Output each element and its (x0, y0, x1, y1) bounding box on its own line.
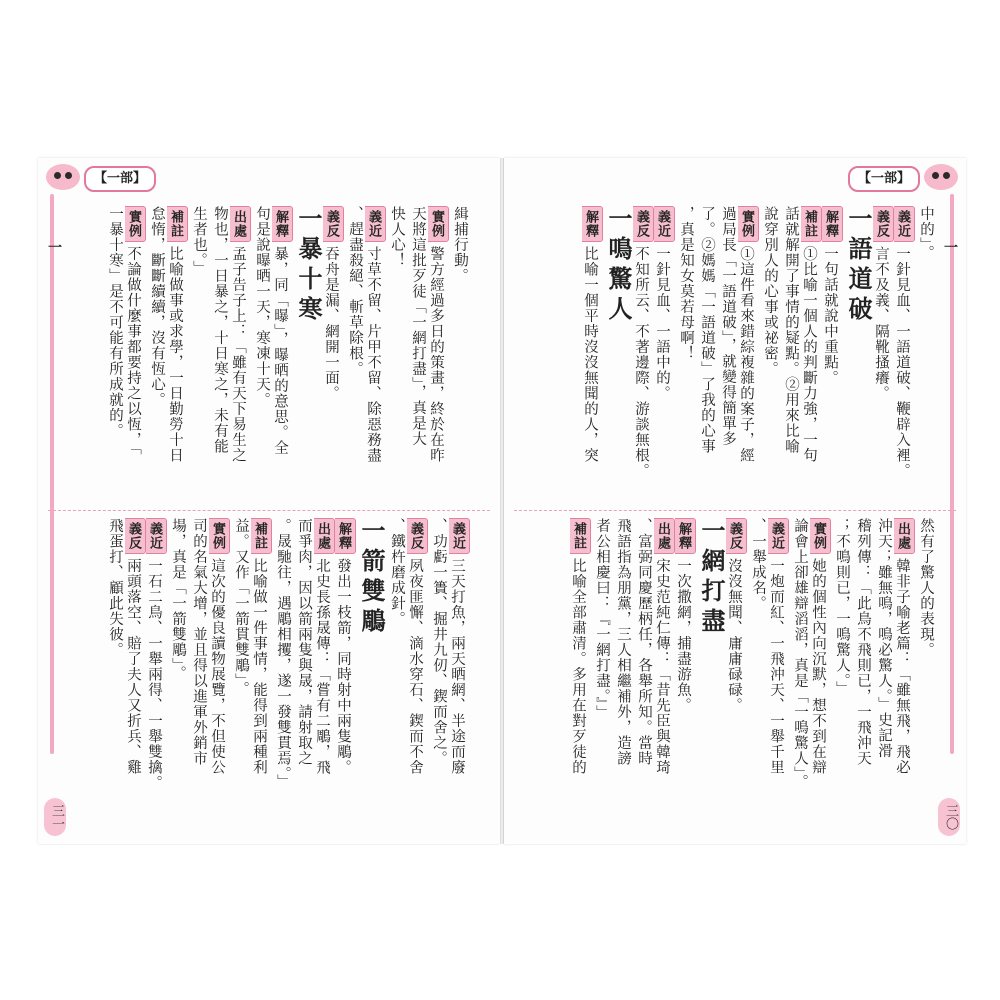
text-line (675, 206, 696, 536)
text-line (780, 206, 801, 536)
idiom-title: 一鳴驚人 (604, 206, 633, 326)
line-text: 夙夜匪懈、滴水穿石、鍥而不舍 (407, 558, 423, 775)
entry-label-badge: 義反 (125, 518, 146, 554)
entry-label-badge: 解釋 (822, 206, 843, 242)
text-line (428, 518, 449, 844)
page-number: 三〇 (938, 798, 960, 836)
line-text: 孟子告子上：「雖有天下易生之 (230, 246, 246, 463)
line-text: 北史長孫晟傳：「嘗有二鵰，飛 (314, 558, 330, 775)
text-line (167, 206, 188, 536)
text-line (167, 518, 188, 844)
text-line (894, 206, 915, 536)
line-text: 者公相慶曰：『一網打盡。』」 (594, 518, 610, 721)
text-line (873, 518, 894, 844)
line-text: 比喻一個平時沒沒無聞的人，突 (582, 246, 598, 463)
text-line (335, 518, 356, 844)
text-line (407, 518, 428, 844)
left-page (38, 158, 500, 844)
line-text: 一暴十寒」是不可能有所成就的。 (107, 206, 123, 439)
entry-label-badge: 補註 (801, 206, 822, 242)
entry-label-badge: 補註 (570, 518, 591, 554)
entry-label-badge: 補註 (251, 518, 272, 554)
text-line (915, 206, 936, 536)
entry-label-badge: 義反 (407, 518, 428, 554)
line-text: 這次的優良讀物展覽，不但使公 (209, 558, 225, 775)
bottom-half (38, 518, 500, 844)
line-text: 天將這批歹徒「一網打盡」，真是大 (410, 206, 426, 447)
text-line (738, 206, 759, 536)
idiom-heading (356, 518, 386, 844)
line-text: 沒沒無聞、庸庸碌碌。 (726, 558, 742, 713)
line-text: 、一舉成名。 (750, 518, 766, 611)
line-text: 一石二鳥、一舉兩得、一舉雙擒。 (146, 558, 162, 791)
entry-label-badge: 義反 (633, 206, 654, 242)
text-line (717, 206, 738, 536)
line-text: 論會上卻雄辯滔滔，真是「一鳴驚人」。 (792, 518, 808, 790)
text-line (386, 518, 407, 844)
entry-label-badge: 解釋 (675, 518, 696, 554)
text-line (801, 206, 822, 536)
text-line (125, 518, 146, 844)
header-tab: 【一部】 (848, 166, 920, 192)
top-half (38, 206, 500, 536)
line-text: 益。又作「一箭貫雙鵰」。 (233, 518, 249, 697)
text-line (852, 518, 873, 844)
text-line (251, 518, 272, 844)
line-text: 司的名氣大增，並且得以進軍外銷市 (191, 518, 207, 766)
entry-label-badge: 義近 (894, 206, 915, 242)
text-line (747, 518, 768, 844)
top-half (504, 206, 966, 536)
entry-label-badge: 義近 (146, 518, 167, 554)
entry-label-badge: 解釋 (582, 206, 603, 242)
line-text: 、功虧一簣、掘井九仞、鍥而舍之。 (431, 518, 447, 766)
entry-label-badge: 出處 (314, 518, 335, 554)
page-number: 三一 (44, 798, 66, 836)
text-line (612, 518, 633, 844)
text-line (873, 206, 894, 536)
text-line (272, 518, 293, 844)
entry-label-badge: 義反 (873, 206, 894, 242)
line-text: 沖天；雖無鳴，鳴必驚人。」史記滑 (876, 518, 892, 759)
idiom-heading (843, 206, 873, 536)
line-text: 、富弼同慶歷柄任，各舉所知。當時 (636, 518, 652, 766)
line-text: 物也，一日暴之，十日寒之，未有能 (212, 206, 228, 454)
line-text: 話就解開了事情的疑點。②用來比喻 (783, 206, 799, 454)
entry-label-badge: 義近 (449, 518, 470, 554)
text-line (675, 518, 696, 844)
text-line (314, 518, 335, 844)
line-text: 過局長「一語道破」，就變得簡單多 (720, 206, 736, 447)
line-text: 比喻做事或求學，一日勤勞十日 (167, 246, 183, 463)
entry-label-badge: 實例 (428, 206, 449, 242)
text-line (386, 206, 407, 536)
entry-label-badge: 解釋 (335, 518, 356, 554)
line-text: 場，真是「一箭雙鵰」。 (170, 518, 186, 682)
text-line (915, 518, 936, 844)
line-text: 生者也。」 (191, 206, 207, 277)
line-text: 說穿別人的心事或祕密。 (762, 206, 778, 377)
line-text: 暴，同「曝」，曝晒的意思。全 (272, 246, 288, 456)
text-line (831, 518, 852, 844)
bottom-half (504, 518, 966, 844)
text-line (582, 206, 603, 536)
entry-label-badge: 義反 (726, 518, 747, 554)
line-text: 吞舟是漏、網開一面。 (323, 246, 339, 401)
line-text: 宋史范純仁傳：「昔先臣與韓琦 (654, 558, 670, 775)
text-line (591, 518, 612, 844)
line-text: 而爭肉，因以箭兩隻與晟，請射取之 (296, 518, 312, 766)
line-text: 韓非子喻老篇：「雖無飛，飛必 (894, 558, 910, 775)
text-line (293, 518, 314, 844)
text-line (449, 518, 470, 844)
panda-icon (924, 164, 958, 190)
line-text: 比喻做一件事情，能得到兩種利 (251, 558, 267, 775)
entry-label-badge: 義近 (768, 518, 789, 554)
entry-label-badge: 實例 (125, 206, 146, 242)
entry-label-badge: 出處 (894, 518, 915, 554)
right-page (504, 158, 966, 844)
idiom-title: 一語道破 (844, 206, 873, 326)
line-text: 言不及義、隔靴搔癢。 (873, 246, 889, 401)
text-line (251, 206, 272, 536)
idiom-heading (696, 518, 726, 844)
text-line (104, 206, 125, 536)
idiom-title: 一暴十寒 (294, 206, 323, 326)
line-text: 飛語指為朋黨，三人相繼補外，造謗 (615, 518, 631, 766)
line-text: 一次撒網，捕盡游魚。 (675, 558, 691, 713)
idiom-title: 一網打盡 (697, 518, 726, 638)
text-line (822, 206, 843, 536)
text-line (633, 206, 654, 536)
text-line (726, 518, 747, 844)
line-text: 、趕盡殺絕、斬草除根。 (347, 206, 363, 377)
idiom-heading (603, 206, 633, 536)
line-text: 一針見血、一語道破、鞭辟入裡。 (894, 246, 910, 479)
line-text: 然有了驚人的表現。 (918, 518, 934, 658)
idiom-title: 一箭雙鵰 (357, 518, 386, 638)
entry-label-badge: 解釋 (272, 206, 293, 242)
text-line (633, 518, 654, 844)
line-text: 緝捕行動。 (452, 206, 468, 284)
section-mark: 一 (942, 240, 958, 254)
text-line (789, 518, 810, 844)
entry-label-badge: 義反 (323, 206, 344, 242)
text-line (209, 518, 230, 844)
text-line (230, 206, 251, 536)
entry-label-badge: 實例 (209, 518, 230, 554)
line-text: ，真是知女莫若母啊！ (678, 206, 694, 361)
divider (514, 510, 956, 511)
line-text: 兩頭落空、賠了夫人又折兵、雞 (125, 558, 141, 775)
line-text: 一句話就說中重點。 (822, 246, 838, 386)
line-text: 快人心！ (389, 206, 405, 268)
line-text: 句是說曝晒一天，寒凍十天。 (254, 206, 270, 408)
line-text: ；不鳴則已，一鳴驚人。」 (834, 518, 850, 697)
line-text: 發出一枝箭，同時射中兩隻鵰。 (335, 558, 351, 775)
text-line (323, 206, 344, 536)
idiom-heading (293, 206, 323, 536)
line-text: ①比喻一個人的判斷力強，一句 (801, 246, 817, 463)
panda-icon (46, 164, 80, 190)
entry-label-badge: 義近 (365, 206, 386, 242)
text-line (449, 206, 470, 536)
text-line (125, 206, 146, 536)
line-text: 、鐵杵磨成針。 (389, 518, 405, 627)
line-text: 警方經過多日的策畫，終於在昨 (428, 246, 444, 463)
line-text: 稽列傳：「此鳥不飛則已，一飛沖天 (855, 518, 871, 766)
text-line (696, 206, 717, 536)
text-line (209, 206, 230, 536)
text-line (188, 206, 209, 536)
entry-label-badge: 實例 (810, 518, 831, 554)
text-line (759, 206, 780, 536)
line-text: 一針見血、一語中的。 (654, 246, 670, 401)
text-line (230, 518, 251, 844)
entry-label-badge: 出處 (654, 518, 675, 554)
text-line (894, 518, 915, 844)
text-line (654, 206, 675, 536)
text-line (188, 518, 209, 844)
line-text: 一炮而紅、一飛沖天、一舉千里 (768, 558, 784, 775)
line-text: 她的個性內向沉默，想不到在辯 (810, 558, 826, 775)
text-line (365, 206, 386, 536)
text-line (768, 518, 789, 844)
line-text: 比喻全部肅清。多用在對歹徒的 (570, 558, 586, 775)
line-text: 了。②媽媽「一語道破」了我的心事 (699, 206, 715, 454)
line-text: 不知所云、不著邊際、游談無根。 (633, 246, 649, 479)
line-text: 飛蛋打、顧此失彼。 (107, 518, 123, 658)
section-mark: 一 (46, 240, 62, 254)
text-line (344, 206, 365, 536)
text-line (810, 518, 831, 844)
line-text: 中的」。 (918, 206, 934, 261)
text-line (654, 518, 675, 844)
entry-label-badge: 補註 (167, 206, 188, 242)
text-line (104, 518, 125, 844)
header-tab: 【一部】 (84, 166, 156, 192)
text-line (407, 206, 428, 536)
line-text: 三天打魚，兩天晒網、半途而廢 (449, 558, 465, 775)
text-line (428, 206, 449, 536)
line-text: 不論做什麼事都要持之以恆，「 (125, 246, 141, 456)
line-text: ①這件看來錯綜複雜的案子，經 (738, 246, 754, 463)
entry-label-badge: 出處 (230, 206, 251, 242)
text-line (570, 518, 591, 844)
entry-label-badge: 實例 (738, 206, 759, 242)
divider (48, 510, 490, 511)
line-text: 寸草不留、片甲不留、除惡務盡 (365, 246, 381, 463)
text-line (272, 206, 293, 536)
text-line (146, 518, 167, 844)
text-line (146, 206, 167, 536)
line-text: 怠惰，斷斷續續，沒有恆心。 (149, 206, 165, 408)
entry-label-badge: 義近 (654, 206, 675, 242)
line-text: 。晟馳往，遇鵰相攫，遂一發雙貫焉。」 (275, 518, 291, 790)
